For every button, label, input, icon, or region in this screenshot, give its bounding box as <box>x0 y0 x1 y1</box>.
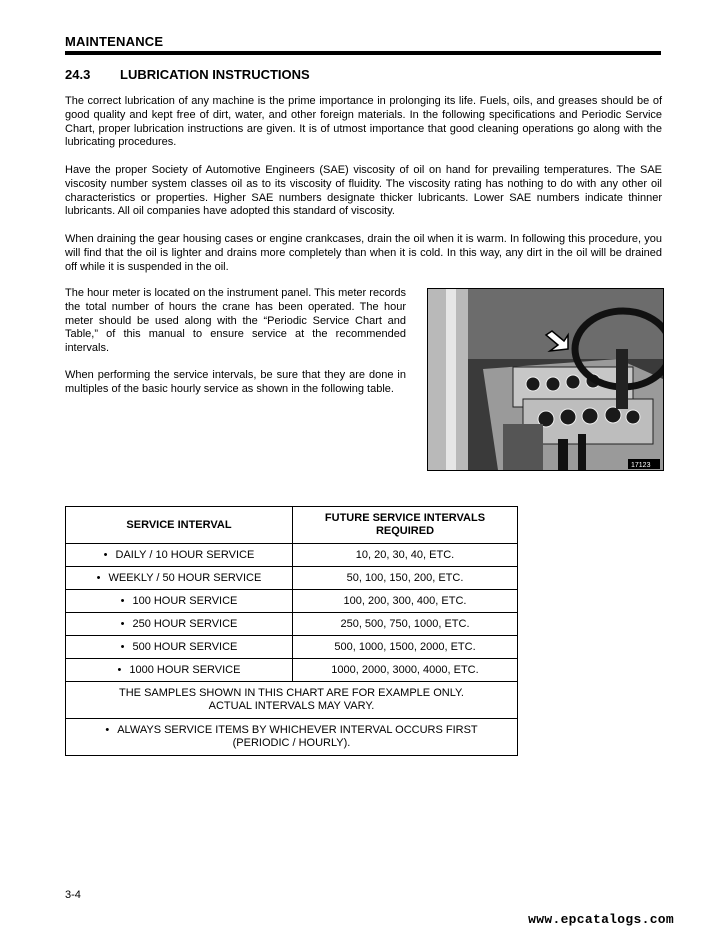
note-line: THE SAMPLES SHOWN IN THIS CHART ARE FOR EXAMPLE ONLY. <box>119 687 464 699</box>
header-service-interval: SERVICE INTERVAL <box>66 507 293 544</box>
paragraph-hour-meter: The hour meter is located on the instrument panel. This meter records the total number of hours the crane has been operated. The hour meter should be used along with the “Periodic Service Chart and Table,” of this manual to ensure service at the recommended intervals. <box>65 287 406 355</box>
note-line: ALWAYS SERVICE ITEMS BY WHICHEVER INTERVAL OCCURS FIRST <box>117 724 478 736</box>
table-row <box>66 590 518 613</box>
table-note-row <box>66 719 518 756</box>
watermark: www.epcatalogs.com <box>528 912 674 927</box>
interval-label: DAILY / 10 HOUR SERVICE <box>115 549 255 561</box>
table-row <box>66 659 518 682</box>
interval-label: 100 HOUR SERVICE <box>132 595 238 607</box>
interval-cell <box>66 659 293 682</box>
bullet-icon: • <box>120 641 125 653</box>
section-heading <box>65 67 310 82</box>
paragraph-service-intervals: When performing the service intervals, be sure that they are done in multiples of the basic hourly service as shown in the following table. <box>65 369 406 395</box>
bullet-icon: • <box>120 595 125 607</box>
instrument-panel-photo <box>427 288 664 471</box>
future-intervals-cell: 500, 1000, 1500, 2000, ETC. <box>293 636 518 659</box>
interval-label: 250 HOUR SERVICE <box>132 618 238 630</box>
interval-label: WEEKLY / 50 HOUR SERVICE <box>108 572 262 584</box>
paragraph-lubrication-intro: The correct lubrication of any machine is the prime importance in prolonging its life. Fuels, oils, and greases should be of good quality and kept free of dirt, water, and other foreign materials. In the following specifications and Periodic Service Chart, proper lubrication instructions are given. It is of utmost importance that good cleaning operations go along with the lubricating procedures. <box>65 95 662 149</box>
future-intervals-cell: 50, 100, 150, 200, ETC. <box>293 567 518 590</box>
note-service-first <box>66 719 518 756</box>
header-future-intervals <box>293 507 518 544</box>
table-header-row <box>66 507 518 544</box>
table-row <box>66 544 518 567</box>
future-intervals-cell: 10, 20, 30, 40, ETC. <box>293 544 518 567</box>
interval-cell <box>66 590 293 613</box>
note-line: ACTUAL INTERVALS MAY VARY. <box>208 700 375 712</box>
paragraph-sae-viscosity: Have the proper Society of Automotive Engineers (SAE) viscosity of oil on hand for prevailing temperatures. The SAE viscosity number system classes oil as to its viscosity of fluidity. The viscosity rating has nothing to do with any other oil characteristics or properties. Higher SAE numbers designate thicker lubricants. Lower SAE numbers indicate thinner lubricants. All oil companies have adopted this standard of viscosity. <box>65 164 662 218</box>
bullet-icon: • <box>120 618 125 630</box>
page-header <box>65 34 661 55</box>
section-number: 24.3 <box>65 67 91 82</box>
interval-label: 500 HOUR SERVICE <box>132 641 238 653</box>
interval-cell <box>66 544 293 567</box>
header-future-intervals-label: FUTURE SERVICE INTERVALS REQUIRED <box>324 512 486 537</box>
bullet-icon: • <box>105 724 110 736</box>
table-row <box>66 567 518 590</box>
bullet-icon: • <box>103 549 108 561</box>
table-note-row <box>66 682 518 719</box>
header-rule <box>65 51 661 55</box>
bullet-icon: • <box>96 572 101 584</box>
future-intervals-cell: 1000, 2000, 3000, 4000, ETC. <box>293 659 518 682</box>
note-line: (PERIODIC / HOURLY). <box>232 737 351 749</box>
paragraph-draining-oil: When draining the gear housing cases or engine crankcases, drain the oil when it is warm. In following this procedure, you will find that the oil is lighter and drains more completely than when it is cold. In this way, any dirt in the oil will be drained off while it is suspended in the oil. <box>65 233 662 273</box>
future-intervals-cell: 250, 500, 750, 1000, ETC. <box>293 613 518 636</box>
interval-cell <box>66 567 293 590</box>
service-interval-table <box>65 506 518 756</box>
photo-label: 17123 <box>631 462 651 469</box>
header-title: MAINTENANCE <box>65 34 164 49</box>
interval-cell <box>66 636 293 659</box>
section-title: LUBRICATION INSTRUCTIONS <box>120 67 310 82</box>
table-row <box>66 636 518 659</box>
note-example-only <box>66 682 518 719</box>
page-number: 3-4 <box>65 889 81 901</box>
interval-label: 1000 HOUR SERVICE <box>129 664 241 676</box>
future-intervals-cell: 100, 200, 300, 400, ETC. <box>293 590 518 613</box>
bullet-icon: • <box>117 664 122 676</box>
interval-cell <box>66 613 293 636</box>
table-row <box>66 613 518 636</box>
